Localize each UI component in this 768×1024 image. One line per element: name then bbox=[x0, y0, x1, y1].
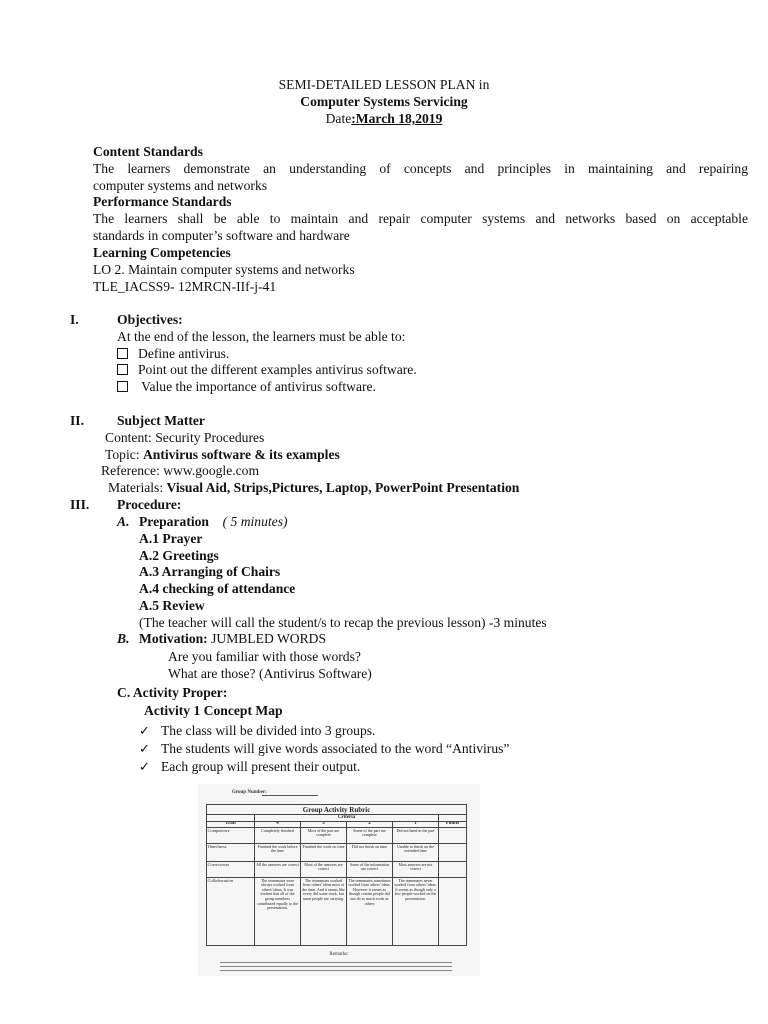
checkbox-icon bbox=[117, 364, 128, 375]
preparation-heading: Preparation ( 5 minutes) bbox=[139, 514, 288, 529]
content-standards-text-2: computer systems and networks bbox=[93, 178, 268, 193]
rubric-cell bbox=[439, 878, 467, 946]
rubric-header-cell: 4 bbox=[255, 821, 301, 828]
preparation-time: ( 5 minutes) bbox=[222, 514, 288, 529]
date-label: Date bbox=[325, 111, 352, 126]
date-value: :March 18,2019 bbox=[351, 111, 443, 126]
prep-item: A.5 Review bbox=[139, 598, 205, 613]
remarks-line bbox=[220, 962, 452, 963]
performance-standards-text-1: The learners shall be able to maintain and repair computer systems and networks based on acceptable bbox=[93, 211, 748, 226]
competency-line-1: LO 2. Maintain computer systems and networks bbox=[93, 262, 355, 277]
objective-item: Value the importance of antivirus software. bbox=[117, 378, 376, 395]
procedure-heading: Procedure: bbox=[117, 497, 182, 512]
rubric-cell: Finished the work before the time bbox=[255, 844, 301, 862]
prep-item: A.4 checking of attendance bbox=[139, 581, 296, 596]
rubric-trait: Collaboration bbox=[207, 878, 255, 946]
prep-item: A.2 Greetings bbox=[139, 548, 219, 563]
rubric-trait: Timeliness bbox=[207, 844, 255, 862]
rubric-row bbox=[207, 828, 467, 844]
rubric-cell bbox=[439, 862, 467, 878]
checkmark-icon: ✓ bbox=[139, 741, 150, 756]
activity-item: ✓ Each group will present their output. bbox=[139, 759, 361, 774]
step-letter-a: A. bbox=[117, 514, 130, 529]
activity-proper-heading: C. Activity Proper: bbox=[117, 685, 228, 700]
rubric-cell: Most of the answers are correct bbox=[301, 862, 347, 878]
competency-line-2: TLE_IACSS9- 12MRCN-IIf-j-41 bbox=[93, 279, 277, 294]
rubric-header-cell: Points bbox=[439, 821, 467, 828]
rubric-trait: Correctness bbox=[207, 862, 255, 878]
content-standards-heading: Content Standards bbox=[93, 144, 203, 159]
rubric-criteria: Criteria bbox=[255, 815, 439, 822]
prep-item: A.1 Prayer bbox=[139, 531, 203, 546]
subject-content: Content: Security Procedures bbox=[105, 430, 265, 445]
group-activity-rubric bbox=[198, 784, 480, 976]
rubric-header-row bbox=[207, 821, 467, 828]
objectives-heading: Objectives: bbox=[117, 312, 183, 327]
remarks-line bbox=[220, 970, 452, 971]
rubric-header-cell: 3 bbox=[301, 821, 347, 828]
rubric-header-cell: 1 bbox=[393, 821, 439, 828]
activity-title: Activity 1 Concept Map bbox=[144, 703, 283, 718]
rubric-row bbox=[207, 862, 467, 878]
rubric-header-cell: 2 bbox=[347, 821, 393, 828]
checkmark-icon: ✓ bbox=[139, 723, 150, 738]
rubric-cell: The teammates sometimes worked from others' ideas. However it seems as though certain people did not do as much work as others bbox=[347, 878, 393, 946]
review-note: (The teacher will call the student/s to recap the previous lesson) -3 minutes bbox=[139, 615, 547, 630]
checkbox-icon bbox=[117, 381, 128, 392]
activity-item: ✓ The students will give words associated to the word “Antivirus” bbox=[139, 741, 510, 756]
materials-value: Visual Aid, Strips,Pictures, Laptop, PowerPoint Presentation bbox=[166, 480, 520, 495]
rubric-cell: Did not hand in the part bbox=[393, 828, 439, 844]
doc-date bbox=[0, 110, 768, 127]
motivation-question-1: Are you familiar with those words? bbox=[168, 649, 361, 664]
rubric-cell: All the answers are correct bbox=[255, 862, 301, 878]
performance-standards-heading: Performance Standards bbox=[93, 194, 232, 209]
rubric-cell: Unable to finish on the extended time bbox=[393, 844, 439, 862]
rubric-remarks: Remarks: bbox=[329, 952, 349, 957]
rubric-cell: Most of the part are complete bbox=[301, 828, 347, 844]
remarks-line bbox=[220, 966, 452, 967]
section-numeral-3: III. bbox=[70, 497, 90, 512]
performance-standards-text-2: standards in computer’s software and hardware bbox=[93, 228, 350, 243]
rubric-row bbox=[207, 878, 467, 946]
rubric-group-number-line bbox=[262, 795, 318, 796]
prep-item: A.3 Arranging of Chairs bbox=[139, 564, 281, 579]
learning-competencies-heading: Learning Competencies bbox=[93, 245, 231, 260]
content-standards-text-1: The learners demonstrate an understanding of concepts and principles in maintaining and repairing bbox=[93, 161, 748, 176]
rubric-cell: Most answers are not correct bbox=[393, 862, 439, 878]
motivation-heading: Motivation: JUMBLED WORDS bbox=[139, 631, 327, 646]
activity-item: ✓ The class will be divided into 3 groups. bbox=[139, 723, 376, 738]
rubric-cell: Finished the work on time bbox=[301, 844, 347, 862]
rubric-table bbox=[206, 804, 467, 946]
topic-value: Antivirus software & its examples bbox=[142, 447, 340, 462]
doc-title-line1: SEMI-DETAILED LESSON PLAN in bbox=[278, 77, 490, 92]
rubric-cell: Some of the part are complete bbox=[347, 828, 393, 844]
section-numeral-1: I. bbox=[70, 312, 79, 327]
rubric-cell bbox=[439, 828, 467, 844]
rubric-cell: The teammates were always worked from others' ideas. It was evident that all of the group members contributed equally to the presentation. bbox=[255, 878, 301, 946]
step-letter-b: B. bbox=[117, 631, 130, 646]
rubric-title: Group Activity Rubric bbox=[207, 805, 467, 815]
subject-topic: Topic: Antivirus software & its examples bbox=[105, 447, 340, 462]
subject-matter-heading: Subject Matter bbox=[117, 413, 205, 428]
doc-title-subject: Computer Systems Servicing bbox=[300, 94, 468, 109]
checkmark-icon: ✓ bbox=[139, 759, 150, 774]
rubric-row bbox=[207, 844, 467, 862]
rubric-cell: Did not finish on time bbox=[347, 844, 393, 862]
subject-reference: Reference: www.google.com bbox=[101, 463, 260, 478]
section-numeral-2: II. bbox=[70, 413, 84, 428]
rubric-trait: Competence bbox=[207, 828, 255, 844]
objective-item: Define antivirus. bbox=[117, 345, 229, 362]
motivation-question-2: What are those? (Antivirus Software) bbox=[168, 666, 372, 681]
rubric-cell: The teammates never worked from others' ideas. It seems as though only a few people worked on the presentation. bbox=[393, 878, 439, 946]
subject-materials: Materials: Visual Aid, Strips,Pictures, Laptop, PowerPoint Presentation bbox=[108, 480, 520, 495]
rubric-cell: The teammates worked from others' ideas most of the time. And it seems like every did some work, but some people are carrying. bbox=[301, 878, 347, 946]
rubric-cell: Some of the information are correct bbox=[347, 862, 393, 878]
checkbox-icon bbox=[117, 348, 128, 359]
objectives-intro: At the end of the lesson, the learners must be able to: bbox=[117, 329, 406, 344]
rubric-cell: Completely finished bbox=[255, 828, 301, 844]
rubric-cell bbox=[439, 844, 467, 862]
rubric-header-cell: Trait bbox=[207, 821, 255, 828]
rubric-group-number: Group Number: bbox=[232, 790, 267, 795]
objective-item: Point out the different examples antivirus software. bbox=[117, 361, 417, 378]
